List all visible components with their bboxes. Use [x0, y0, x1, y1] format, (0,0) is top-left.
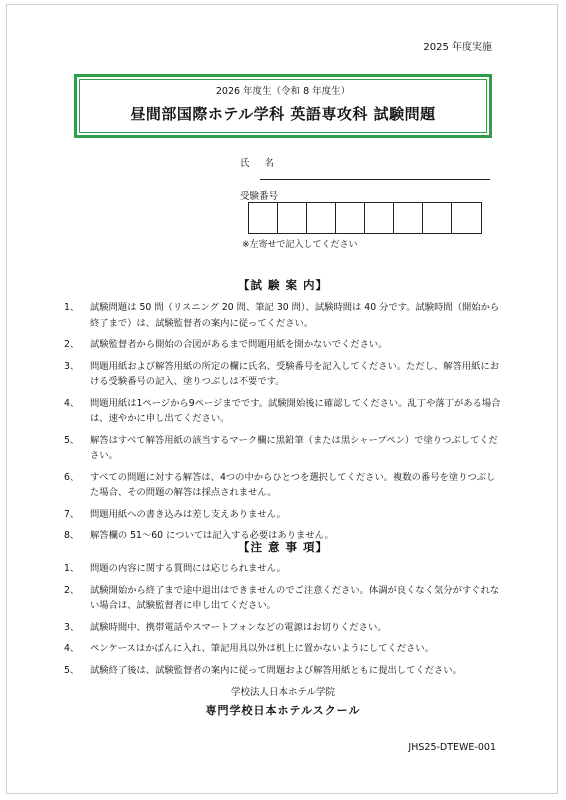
- item-text: 試験時間中、携帯電話やスマートフォンなどの電源はお切りください。: [90, 621, 387, 633]
- guide-item: [64, 396, 504, 427]
- title-box: [74, 74, 492, 138]
- exam-number-box: [336, 203, 365, 233]
- item-number: 4、: [64, 643, 80, 654]
- item-text: 問題用紙および解答用紙の所定の欄に氏名、受験番号を記入してください。ただし、解答用紙における受験番号の記入、塗りつぶしは不要です。: [90, 360, 500, 387]
- guide-item: [64, 300, 504, 331]
- item-number: 3、: [64, 360, 80, 372]
- item-number: 5、: [64, 664, 80, 676]
- school-corporation-name: 学校法人日本ホテル学院: [230, 687, 336, 698]
- item-text: 試験開始から終了まで途中退出はできませんのでご注意ください。体調が良くなく気分がすぐれない場合は、試験監督者に申し出てください。: [90, 584, 500, 611]
- item-number: 1、: [64, 302, 80, 313]
- guide-section-title: 【試 験 案 内】: [237, 278, 328, 292]
- item-number: 1、: [64, 563, 80, 574]
- guide-item: [64, 359, 504, 390]
- exam-number-box: [307, 203, 336, 233]
- item-text: 解答はすべて解答用紙の該当するマーク欄に黒鉛筆（または黒シャープペン）で塗りつぶしてください。: [90, 434, 498, 461]
- item-text: 問題用紙への書き込みは差し支えありません。: [90, 508, 286, 520]
- title-subtitle: 2026 年度生（令和 8 年度生）: [215, 86, 351, 97]
- notes-item: [64, 620, 504, 636]
- notes-item: [64, 561, 504, 577]
- item-number: 5、: [64, 434, 80, 446]
- item-text: 問題用紙は1ページから9ページまでです。試験開始後に確認してください。乱丁や落丁がある場合は、速やかに申し出てください。: [90, 397, 501, 424]
- guide-list: [64, 300, 504, 550]
- guide-item: [64, 337, 504, 353]
- notes-list: [64, 561, 504, 684]
- item-text: 試験監督者から開始の合図があるまで問題用紙を開かないでください。: [90, 339, 388, 350]
- exam-number-boxes: [248, 202, 482, 234]
- item-text: ペンケースはかばんに入れ、筆記用具以外は机上に置かないようにしてください。: [90, 643, 434, 654]
- item-text: 問題の内容に関する質問には応じられません。: [90, 563, 286, 574]
- guide-item: [64, 433, 504, 464]
- notes-section-title: 【注 意 事 項】: [237, 540, 328, 554]
- item-text: 試験終了後は、試験監督者の案内に従って問題および解答用紙ともに提出してください。: [90, 664, 462, 676]
- item-number: 6、: [64, 471, 80, 483]
- exam-number-box: [423, 203, 452, 233]
- exam-number-box: [249, 203, 278, 233]
- item-text: 試験問題は 50 問（リスニング 20 問、筆記 30 問）、試験時間は 40 分です。試験時間（開始から終了まで）は、試験監督者の案内に従ってください。: [90, 302, 500, 329]
- page-title: 昼間部国際ホテル学科 英語専攻科 試験問題: [130, 105, 436, 123]
- notes-item: [64, 663, 504, 679]
- school-name: 専門学校日本ホテルスクール: [205, 704, 361, 717]
- exam-number-box: [452, 203, 481, 233]
- item-number: 8、: [64, 530, 80, 541]
- name-field-line: [260, 179, 490, 180]
- exam-number-box: [394, 203, 423, 233]
- notes-item: [64, 583, 504, 614]
- item-number: 2、: [64, 339, 80, 350]
- exam-number-note: ※左寄せで記入してください: [242, 240, 358, 250]
- name-label: 氏 名: [240, 158, 281, 169]
- exam-number-label: 受験番号: [240, 191, 279, 202]
- document-code: JHS25-DTEWE-001: [408, 742, 496, 753]
- year-note: 2025 年度実施: [423, 42, 492, 53]
- guide-item: [64, 507, 504, 523]
- item-number: 7、: [64, 508, 80, 520]
- exam-number-box: [365, 203, 394, 233]
- item-number: 4、: [64, 397, 80, 409]
- item-number: 2、: [64, 584, 80, 596]
- notes-item: [64, 641, 504, 657]
- guide-item: [64, 470, 504, 501]
- item-text: すべての問題に対する解答は、4つの中からひとつを選択してください。複数の番号を塗りつぶした場合、その問題の解答は採点されません。: [90, 471, 496, 498]
- item-text: 解答欄の 51～60 については記入する必要はありません。: [90, 530, 334, 541]
- exam-number-box: [278, 203, 307, 233]
- item-number: 3、: [64, 621, 80, 633]
